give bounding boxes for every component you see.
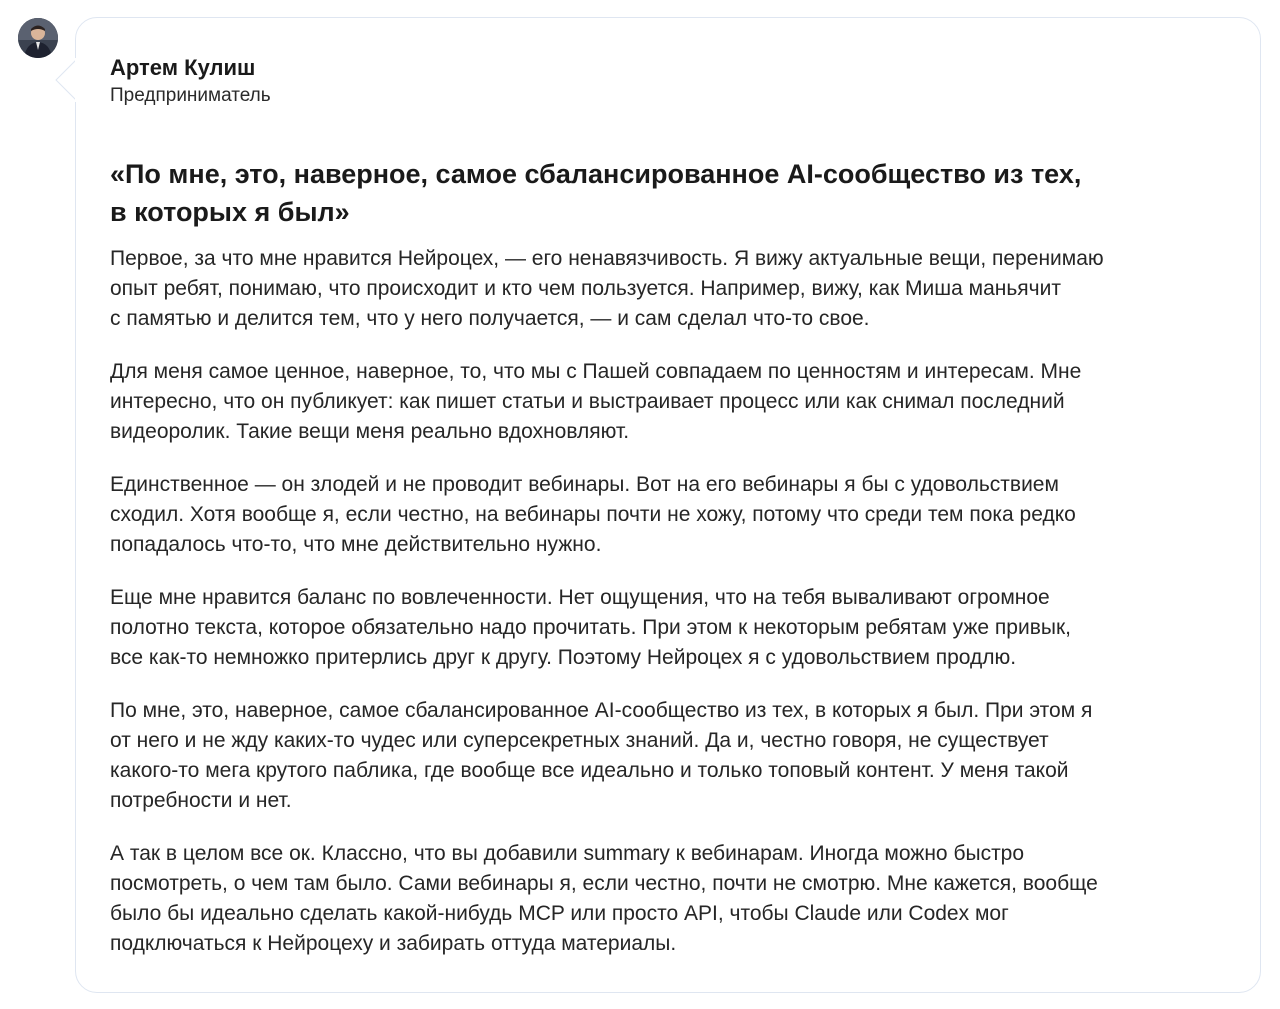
text-line: потребности и нет.: [110, 789, 292, 812]
text-line: было бы идеально сделать какой-нибудь MCP или просто API, чтобы Claude или Codex мог: [110, 902, 1009, 925]
quote-title: [110, 155, 1220, 231]
testimonial-body: [110, 244, 1240, 982]
paragraph-1: [110, 244, 1240, 334]
text-line: опыт ребят, понимаю, что происходит и кто чем пользуется. Например, вижу, как Миша маньячит: [110, 277, 1061, 300]
avatar[interactable]: [18, 18, 58, 58]
text-line: посмотреть, о чем там было. Сами вебинары я, если честно, почти не смотрю. Мне кажется, вообще: [110, 872, 1098, 895]
author-name: Артем Кулиш: [110, 55, 256, 80]
text-line: Первое, за что мне нравится Нейроцех, — его ненавязчивость. Я вижу актуальные вещи, перенимаю: [110, 247, 1104, 270]
author-role: Предприниматель: [110, 85, 271, 106]
paragraph-6: [110, 839, 1240, 959]
text-line: сходил. Хотя вообще я, если честно, на вебинары почти не хожу, потому что среди тем пока редко: [110, 503, 1076, 526]
user-photo-icon: [18, 18, 58, 58]
text-line: По мне, это, наверное, самое сбалансированное AI-сообщество из тех, в которых я был. При этом я: [110, 699, 1093, 722]
text-line: видеоролик. Такие вещи меня реально вдохновляют.: [110, 420, 630, 443]
bubble-tail: [54, 58, 76, 102]
text-line: какого-то мега крутого паблика, где вообще все идеально и только топовый контент. У меня такой: [110, 759, 1069, 782]
paragraph-5: [110, 696, 1240, 816]
text-line: Для меня самое ценное, наверное, то, что мы с Пашей совпадаем по ценностям и интересам. Мне: [110, 360, 1082, 383]
paragraph-4: [110, 583, 1240, 673]
text-line: интересно, что он публикует: как пишет статьи и выстраивает процесс или как снимал последний: [110, 390, 1065, 413]
text-line: Единственное — он злодей и не проводит вебинары. Вот на его вебинары я бы с удовольствием: [110, 473, 1059, 496]
text-line: попадалось что-то, что мне действительно нужно.: [110, 533, 602, 556]
text-line: от него и не жду каких-то чудес или суперсекретных знаний. Да и, честно говоря, не существует: [110, 729, 1049, 752]
text-line: с памятью и делится тем, что у него получается, — и сам сделал что-то свое.: [110, 307, 870, 330]
paragraph-2: [110, 357, 1240, 447]
paragraph-3: [110, 470, 1240, 560]
text-line: А так в целом все ок. Классно, что вы добавили summary к вебинарам. Иногда можно быстро: [110, 842, 1025, 865]
quote-title-line: в которых я был»: [110, 197, 350, 227]
quote-title-line: «По мне, это, наверное, самое сбалансированное AI-сообщество из тех,: [110, 159, 1082, 189]
text-line: подключаться к Нейроцеху и забирать оттуда материалы.: [110, 932, 677, 955]
text-line: полотно текста, которое обязательно надо прочитать. При этом к некоторым ребятам уже привык,: [110, 616, 1071, 639]
text-line: Еще мне нравится баланс по вовлеченности. Нет ощущения, что на тебя вываливают огромное: [110, 586, 1050, 609]
text-line: все как-то немножко притерлись друг к другу. Поэтому Нейроцех я с удовольствием продлю.: [110, 646, 1017, 669]
